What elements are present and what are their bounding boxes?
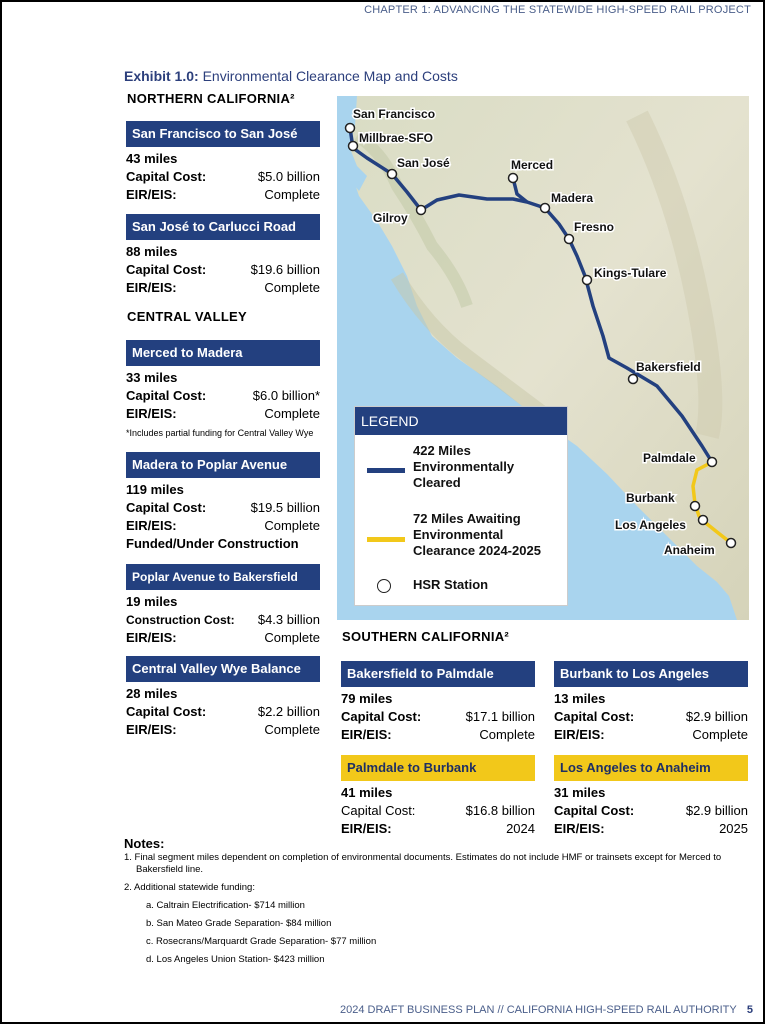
eir-label: EIR/EIS: — [126, 280, 177, 295]
segment-miles: 88 miles — [126, 244, 178, 259]
cost-value: $2.9 billion — [685, 709, 748, 724]
label-burbank: Burbank — [626, 491, 675, 505]
note-1: 1. Final segment miles dependent on completion of environmental documents. Estimates do not include HMF or trainsets except for Merced to Bakersfield line. — [124, 852, 722, 875]
segment-title: Burbank to Los Angeles — [554, 661, 748, 687]
label-san-jose: San José — [397, 156, 450, 170]
segment-title: Bakersfield to Palmdale — [341, 661, 535, 687]
segment-card-la-anaheim — [554, 755, 748, 838]
legend-station-icon — [377, 579, 391, 593]
cost-label: Capital Cost: — [126, 500, 207, 515]
eir-value: Complete — [264, 518, 320, 533]
segment-card-poplar-bakersfield — [126, 564, 320, 647]
eir-label: EIR/EIS: — [126, 630, 177, 645]
cost-value: $17.1 billion — [465, 709, 535, 724]
cost-label: Capital Cost: — [554, 709, 635, 724]
station-anaheim — [727, 539, 736, 548]
station-burbank — [691, 502, 700, 511]
note-2c: c. Rosecrans/Marquardt Grade Separation- $77 million — [146, 936, 377, 947]
cost-value: $2.2 billion — [257, 704, 320, 719]
station-bakersfield — [629, 375, 638, 384]
station-kings-tulare — [583, 276, 592, 285]
cost-label: Capital Cost: — [554, 803, 635, 818]
segment-title: Madera to Poplar Avenue — [126, 452, 320, 478]
segment-card-burbank-la — [554, 661, 748, 744]
segment-miles: 28 miles — [126, 686, 178, 701]
segment-card-merced-madera — [126, 340, 320, 440]
chapter-header: CHAPTER 1: ADVANCING THE STATEWIDE HIGH-SPEED RAIL PROJECT — [364, 4, 751, 16]
eir-label: EIR/EIS: — [126, 518, 177, 533]
legend-station-label: HSR Station — [413, 577, 489, 592]
note-2: 2. Additional statewide funding: — [124, 882, 255, 893]
segment-title: San José to Carlucci Road — [126, 214, 320, 240]
label-madera: Madera — [551, 191, 594, 205]
station-millbrae — [349, 142, 358, 151]
central-valley-heading: CENTRAL VALLEY — [127, 309, 248, 324]
segment-miles: 13 miles — [554, 691, 606, 706]
eir-value: Complete — [264, 280, 320, 295]
southern-california-heading: SOUTHERN CALIFORNIA² — [342, 629, 510, 644]
station-los-angeles — [699, 516, 708, 525]
segment-footnote: *Includes partial funding for Central Valley Wye — [126, 428, 314, 438]
label-millbrae: Millbrae-SFO — [359, 131, 434, 145]
cost-value: $19.5 billion — [250, 500, 320, 515]
notes-section — [124, 838, 744, 972]
cost-value: $5.0 billion — [257, 169, 320, 184]
segment-title: Merced to Madera — [126, 340, 320, 366]
legend-cleared-label: 422 Miles Environmentally Cleared — [413, 443, 515, 490]
cost-label: Capital Cost: — [341, 709, 422, 724]
segment-card-sf-sj — [126, 121, 320, 204]
map-legend — [354, 406, 568, 606]
cost-value: $2.9 billion — [685, 803, 748, 818]
eir-value: Complete — [264, 406, 320, 421]
segment-card-wye-balance — [126, 656, 320, 739]
segment-title: Central Valley Wye Balance — [126, 656, 320, 682]
segment-miles: 33 miles — [126, 370, 178, 385]
segment-title: Palmdale to Burbank — [341, 755, 535, 781]
station-madera — [541, 204, 550, 213]
cost-label: Capital Cost: — [126, 262, 207, 277]
label-anaheim: Anaheim — [664, 543, 715, 557]
segment-card-sj-carlucci — [126, 214, 320, 297]
northern-california-heading: NORTHERN CALIFORNIA² — [127, 91, 295, 106]
eir-value: Complete — [692, 727, 748, 742]
label-gilroy: Gilroy — [373, 211, 408, 225]
label-bakersfield: Bakersfield — [636, 360, 701, 374]
label-san-francisco: San Francisco — [353, 107, 436, 121]
cost-value: $19.6 billion — [250, 262, 320, 277]
eir-label: EIR/EIS: — [126, 406, 177, 421]
note-2b: b. San Mateo Grade Separation- $84 million — [146, 918, 332, 929]
legend-title: LEGEND — [355, 407, 567, 435]
label-merced: Merced — [511, 158, 554, 172]
label-los-angeles: Los Angeles — [615, 518, 686, 532]
legend-awaiting-label: 72 Miles Awaiting Environmental Clearance 2024-2025 — [413, 511, 541, 558]
notes-title: Notes: — [124, 836, 165, 851]
funding-status: Funded/Under Construction — [126, 536, 299, 551]
eir-value: Complete — [264, 630, 320, 645]
note-2a: a. Caltrain Electrification- $714 million — [146, 900, 305, 911]
segment-miles: 43 miles — [126, 151, 178, 166]
page-footer: 2024 DRAFT BUSINESS PLAN // CALIFORNIA HIGH-SPEED RAIL AUTHORITY — [340, 1004, 737, 1016]
station-fresno — [565, 235, 574, 244]
eir-value: Complete — [479, 727, 535, 742]
note-2d: d. Los Angeles Union Station- $423 million — [146, 954, 325, 965]
segment-miles: 79 miles — [341, 691, 393, 706]
segment-miles: 41 miles — [341, 785, 393, 800]
exhibit-number: Exhibit 1.0: — [124, 68, 199, 84]
segment-card-madera-poplar — [126, 452, 320, 553]
eir-label: EIR/EIS: — [341, 727, 392, 742]
cost-label: Capital Cost: — [341, 803, 416, 818]
eir-label: EIR/EIS: — [554, 727, 605, 742]
station-gilroy — [417, 206, 426, 215]
page-number: 5 — [746, 1004, 753, 1016]
segment-miles: 119 miles — [126, 482, 184, 497]
legend-awaiting-swatch — [367, 537, 405, 542]
segment-card-bakersfield-palmdale — [341, 661, 535, 744]
segment-miles: 31 miles — [554, 785, 606, 800]
eir-label: EIR/EIS: — [126, 187, 177, 202]
eir-label: EIR/EIS: — [126, 722, 177, 737]
exhibit-caption: Environmental Clearance Map and Costs — [198, 68, 458, 84]
eir-value: Complete — [264, 187, 320, 202]
eir-value: 2024 — [506, 821, 535, 836]
cost-value: $6.0 billion* — [252, 388, 320, 403]
station-palmdale — [708, 458, 717, 467]
segment-title: Poplar Avenue to Bakersfield — [126, 564, 320, 590]
segment-card-palmdale-burbank — [341, 755, 535, 838]
eir-label: EIR/EIS: — [341, 821, 392, 836]
label-palmdale: Palmdale — [643, 451, 696, 465]
station-san-jose — [388, 170, 397, 179]
cost-label: Capital Cost: — [126, 388, 207, 403]
segment-miles: 19 miles — [126, 594, 178, 609]
cost-label: Capital Cost: — [126, 169, 207, 184]
cost-value: $16.8 billion — [465, 803, 535, 818]
cost-label: Construction Cost: — [126, 613, 235, 627]
station-san-francisco — [346, 124, 355, 133]
cost-value: $4.3 billion — [257, 612, 320, 627]
eir-value: Complete — [264, 722, 320, 737]
segment-title: Los Angeles to Anaheim — [554, 755, 748, 781]
segment-title: San Francisco to San José — [126, 121, 320, 147]
eir-value: 2025 — [719, 821, 748, 836]
eir-label: EIR/EIS: — [554, 821, 605, 836]
exhibit-title — [124, 68, 458, 84]
legend-cleared-swatch — [367, 468, 405, 473]
station-merced — [509, 174, 518, 183]
label-fresno: Fresno — [574, 220, 615, 234]
cost-label: Capital Cost: — [126, 704, 207, 719]
label-kings-tulare: Kings-Tulare — [594, 266, 667, 280]
